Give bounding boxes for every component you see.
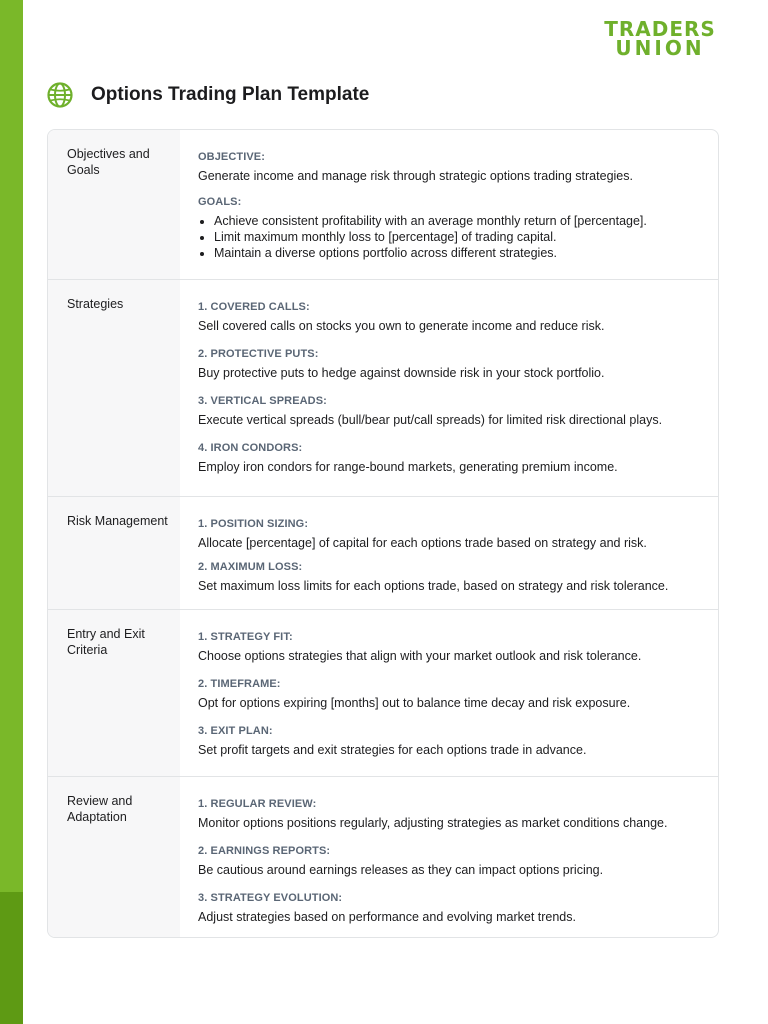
- item-text: Sell covered calls on stocks you own to generate income and reduce risk.: [198, 319, 605, 333]
- goals-item: [198, 195, 700, 261]
- item-heading: 2. EARNINGS REPORTS:: [198, 845, 331, 857]
- risk-item: [198, 560, 700, 594]
- plan-table: [47, 129, 719, 938]
- row-objectives-and-goals: [48, 130, 718, 280]
- item-text: Set profit targets and exit strategies for each options trade in advance.: [198, 743, 587, 757]
- criteria-item: [198, 724, 700, 758]
- row-risk-management: [48, 497, 718, 610]
- item-heading: 1. COVERED CALLS:: [198, 301, 310, 313]
- item-heading: 4. IRON CONDORS:: [198, 442, 303, 454]
- logo-line-1: TRADERS: [604, 17, 716, 41]
- item-heading: 2. TIMEFRAME:: [198, 678, 281, 690]
- item-text: Opt for options expiring [months] out to balance time decay and risk exposure.: [198, 696, 631, 710]
- page-header: [46, 81, 369, 109]
- risk-item: [198, 517, 700, 551]
- row-label: Objectives and Goals: [48, 130, 180, 279]
- strategy-item: [198, 441, 700, 475]
- criteria-item: [198, 677, 700, 711]
- globe-icon: [46, 81, 74, 109]
- strategy-item: [198, 347, 700, 381]
- item-text: Be cautious around earnings releases as they can impact options pricing.: [198, 863, 604, 877]
- item-text: Employ iron condors for range-bound markets, generating premium income.: [198, 460, 618, 474]
- item-text: Buy protective puts to hedge against downside risk in your stock portfolio.: [198, 366, 605, 380]
- row-body: [180, 130, 718, 279]
- item-heading: OBJECTIVE:: [198, 151, 266, 163]
- page-title: Options Trading Plan Template: [91, 84, 370, 105]
- list-item: • Achieve consistent profitability with an average monthly return of [percentage].: [214, 213, 700, 229]
- row-label: Review and Adaptation: [48, 777, 180, 938]
- row-strategies: [48, 280, 718, 497]
- review-item: [198, 797, 700, 831]
- row-label: Entry and Exit Criteria: [48, 610, 180, 776]
- strategy-item: [198, 300, 700, 334]
- item-text: Allocate [percentage] of capital for each options trade based on strategy and risk.: [198, 536, 647, 550]
- criteria-item: [198, 630, 700, 664]
- traders-union-logo: [600, 17, 720, 60]
- review-item: [198, 844, 700, 878]
- item-text: Monitor options positions regularly, adjusting strategies as market conditions change.: [198, 816, 668, 830]
- objective-item: [198, 150, 700, 184]
- item-text: Set maximum loss limits for each options trade, based on strategy and risk tolerance.: [198, 579, 669, 593]
- row-review-and-adaptation: [48, 777, 718, 938]
- logo-line-2: UNION: [615, 36, 705, 60]
- side-accent-bar-bottom: [0, 892, 23, 1024]
- item-text: Choose options strategies that align with your market outlook and risk tolerance.: [198, 649, 642, 663]
- item-heading: 3. VERTICAL SPREADS:: [198, 395, 327, 407]
- row-body: [180, 497, 718, 609]
- side-accent-bar: [0, 0, 23, 1024]
- goals-list: [198, 213, 700, 261]
- item-text: Adjust strategies based on performance and evolving market trends.: [198, 910, 576, 924]
- item-heading: 1. REGULAR REVIEW:: [198, 798, 317, 810]
- strategy-item: [198, 394, 700, 428]
- review-item: [198, 891, 700, 925]
- item-text: Generate income and manage risk through strategic options trading strategies.: [198, 169, 633, 183]
- row-label: Risk Management: [48, 497, 180, 609]
- item-heading: 2. MAXIMUM LOSS:: [198, 561, 303, 573]
- list-item: • Limit maximum monthly loss to [percentage] of trading capital.: [214, 229, 700, 245]
- goals-heading: GOALS:: [198, 196, 242, 208]
- list-item: • Maintain a diverse options portfolio across different strategies.: [214, 245, 700, 261]
- row-label: Strategies: [48, 280, 180, 496]
- item-text: Execute vertical spreads (bull/bear put/call spreads) for limited risk directional plays.: [198, 413, 663, 427]
- item-heading: 2. PROTECTIVE PUTS:: [198, 348, 319, 360]
- row-body: [180, 777, 718, 938]
- item-heading: 1. STRATEGY FIT:: [198, 631, 293, 643]
- item-heading: 3. STRATEGY EVOLUTION:: [198, 892, 343, 904]
- item-heading: 1. POSITION SIZING:: [198, 518, 309, 530]
- row-entry-and-exit-criteria: [48, 610, 718, 777]
- row-body: [180, 280, 718, 496]
- item-heading: 3. EXIT PLAN:: [198, 725, 273, 737]
- row-body: [180, 610, 718, 776]
